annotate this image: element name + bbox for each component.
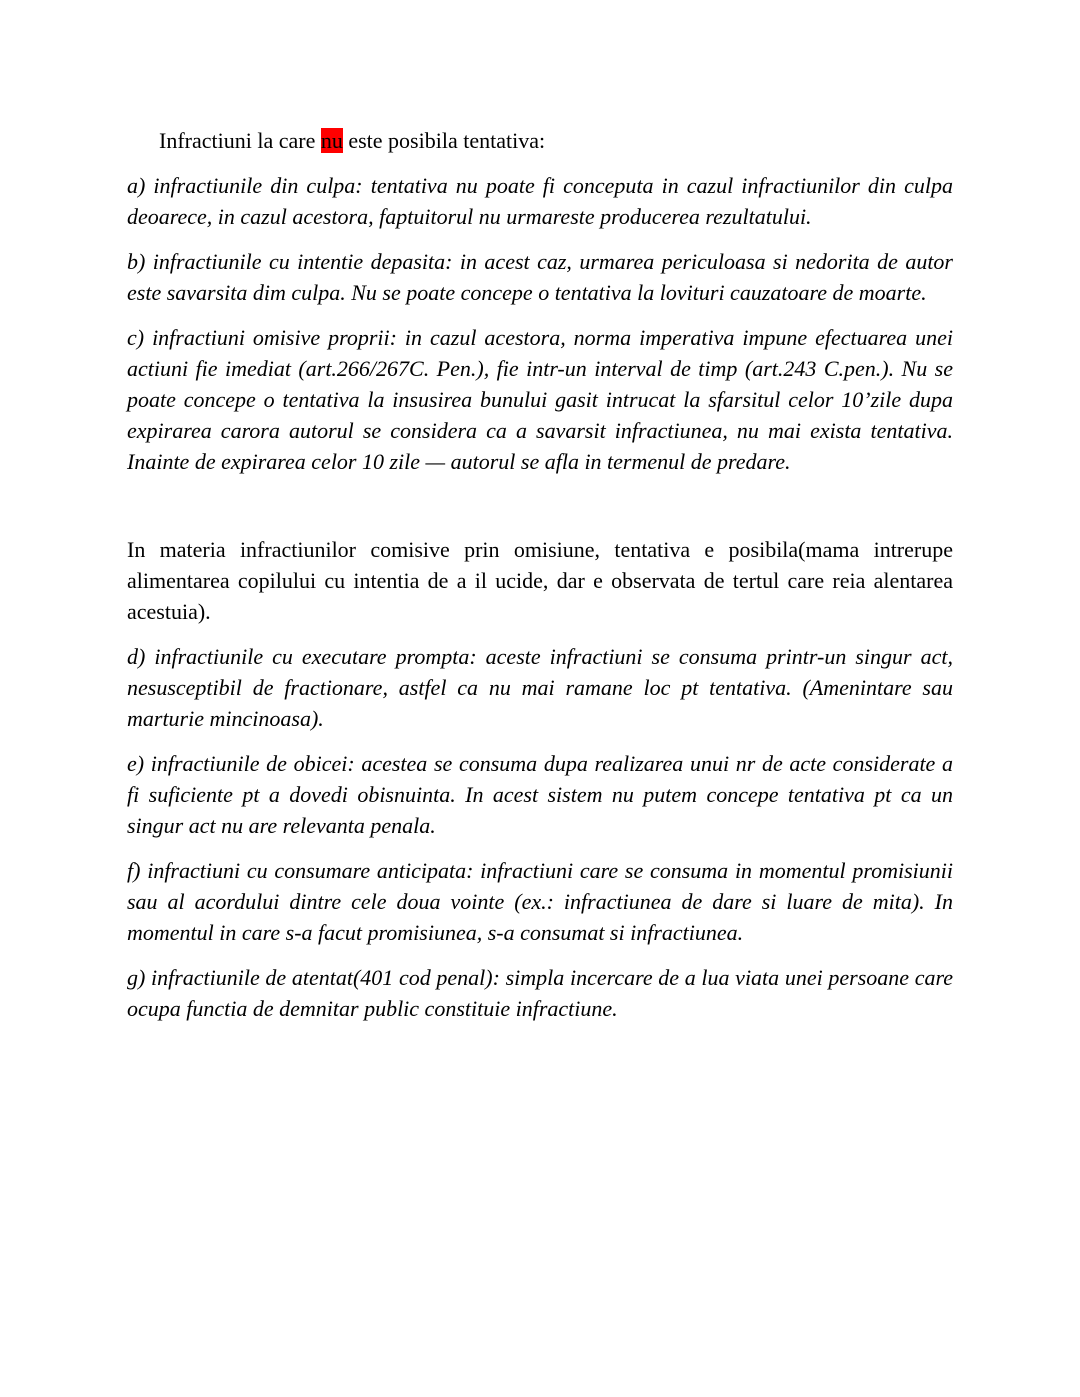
paragraph-comisive: In materia infractiunilor comisive prin omisiune, tentativa e posibila(mama intrerupe alimentarea copilului cu intentia de a il ucide, dar e observata de tertul care reia alentarea acestuia).	[127, 537, 953, 624]
paragraph-a: a) infractiunile din culpa: tentativa nu poate fi conceputa in cazul infractiunilor din culpa deoarece, in cazul acestora, faptuitorul nu urmareste producerea rezultatului.	[127, 173, 953, 229]
paragraph-f: f) infractiuni cu consumare anticipata: infractiuni care se consuma in momentul promisiunii sau al acordului dintre cele doua vointe (ex.: infractiunea de dare si luare de mita). In momentul in care s-a facut promisiunea, s-a consumat si infractiunea.	[127, 858, 953, 945]
section-heading	[127, 125, 953, 156]
paragraph-g: g) infractiunile de atentat(401 cod penal): simpla incercare de a lua viata unei persoane care ocupa functia de demnitar public constituie infractiune.	[127, 965, 953, 1021]
highlighted-word: nu	[320, 128, 343, 153]
document-page	[127, 125, 953, 1024]
paragraph-b: b) infractiunile cu intentie depasita: in acest caz, urmarea periculoasa si nedorita de autor este savarsita dim culpa. Nu se poate concepe o tentativa la lovituri cauzatoare de moarte.	[127, 249, 953, 305]
heading-text-after: este posibila tentativa:	[342, 128, 546, 153]
paragraph-d: d) infractiunile cu executare prompta: aceste infractiuni se consuma printr-un singur act, nesusceptibil de fractionare, astfel ca nu mai ramane loc pt tentativa. (Amenintare sau marturie mincinoasa).	[127, 644, 953, 731]
heading-text-before: Infractiuni la care	[159, 128, 321, 153]
paragraph-c: c) infractiuni omisive proprii: in cazul acestora, norma imperativa impune efectuarea unei actiuni fie imediat (art.266/267C. Pen.), fie intr-un interval de timp (art.243 C.pen.). Nu se poate concepe o tentativa la insusirea bunului gasit intrucat la sfarsitul celor 10’zile dupa expirarea carora autorul se considera ca a savarsit infractiunea, nu mai exista tentativa. Inainte de expirarea celor 10 zile — autorul se afla in termenul de predare.	[127, 325, 953, 474]
paragraph-e: e) infractiunile de obicei: acestea se consuma dupa realizarea unui nr de acte considerate a fi suficiente pt a dovedi obisnuinta. In acest sistem nu putem concepe tentativa pt ca un singur act nu are relevanta penala.	[127, 751, 953, 838]
